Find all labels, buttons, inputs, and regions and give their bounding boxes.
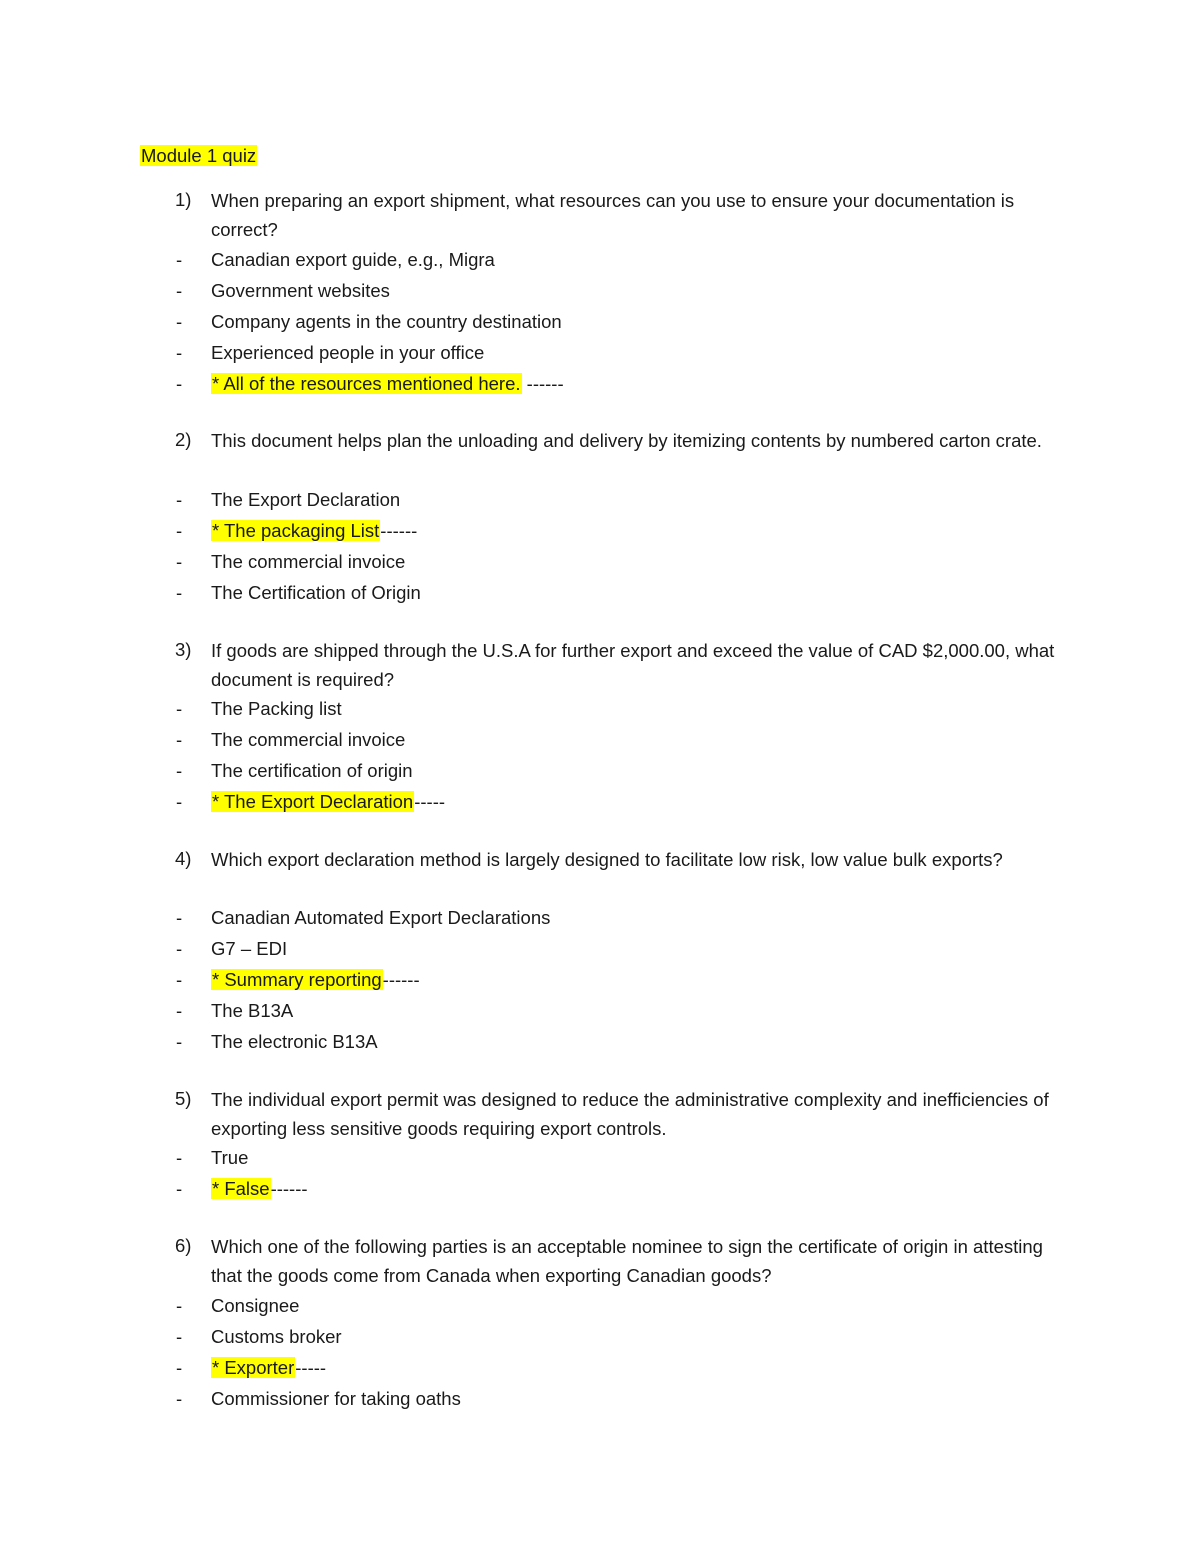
correct-answer-highlight: * False <box>212 1178 270 1199</box>
question-2-option-3: The commercial invoice <box>211 551 406 572</box>
question-3-number: 3) <box>175 639 192 660</box>
correct-answer-highlight: * All of the resources mentioned here. <box>212 373 521 394</box>
bullet-dash: - <box>176 311 183 332</box>
question-6-option-4: Commissioner for taking oaths <box>211 1388 461 1409</box>
question-3-option-1: The Packing list <box>211 698 342 719</box>
question-3-text: If goods are shipped through the U.S.A for further export and exceed the value of CAD $2,000.00, what document is required? <box>211 640 1055 690</box>
title-highlight: Module 1 quiz <box>141 145 257 166</box>
answer-marker: ------ <box>380 520 418 541</box>
bullet-dash: - <box>176 1357 183 1378</box>
question-5-number: 5) <box>175 1088 192 1109</box>
bullet-dash: - <box>176 582 183 603</box>
question-2-number: 2) <box>175 429 192 450</box>
question-1-answer <box>211 370 564 398</box>
question-3-option-2: The commercial invoice <box>211 729 406 750</box>
question-1-option-3: Company agents in the country destination <box>211 311 562 332</box>
question-6-text: Which one of the following parties is an acceptable nominee to sign the certificate of origin in attesting that the goods come from Canada when exporting Canadian goods? <box>211 1236 1043 1286</box>
question-2-option-4: The Certification of Origin <box>211 582 421 603</box>
bullet-dash: - <box>176 249 183 270</box>
bullet-dash: - <box>176 1388 183 1409</box>
question-3-option-3: The certification of origin <box>211 760 413 781</box>
answer-marker: ------ <box>521 373 564 394</box>
bullet-dash: - <box>176 907 183 928</box>
question-4-answer <box>211 966 420 994</box>
bullet-dash: - <box>176 520 183 541</box>
answer-marker: ------ <box>270 1178 308 1199</box>
question-4-option-5: The electronic B13A <box>211 1031 378 1052</box>
correct-answer-highlight: * The Export Declaration <box>212 791 414 812</box>
question-1-option-2: Government websites <box>211 280 390 301</box>
question-1-option-1: Canadian export guide, e.g., Migra <box>211 249 495 270</box>
question-4-text: Which export declaration method is largely designed to facilitate low risk, low value bulk exports? <box>211 849 1003 870</box>
answer-marker: ----- <box>414 791 446 812</box>
bullet-dash: - <box>176 698 183 719</box>
bullet-dash: - <box>176 1147 183 1168</box>
bullet-dash: - <box>176 791 183 812</box>
question-6-answer <box>211 1354 326 1382</box>
bullet-dash: - <box>176 551 183 572</box>
bullet-dash: - <box>176 342 183 363</box>
question-2-option-1: The Export Declaration <box>211 489 401 510</box>
question-6-option-1: Consignee <box>211 1295 300 1316</box>
question-1-option-4: Experienced people in your office <box>211 342 485 363</box>
question-2-text: This document helps plan the unloading and delivery by itemizing contents by numbered carton crate. <box>211 430 1042 451</box>
question-4-option-2: G7 – EDI <box>211 938 288 959</box>
question-6-option-2: Customs broker <box>211 1326 342 1347</box>
correct-answer-highlight: * Summary reporting <box>212 969 382 990</box>
bullet-dash: - <box>176 729 183 750</box>
bullet-dash: - <box>176 760 183 781</box>
bullet-dash: - <box>176 1031 183 1052</box>
answer-marker: ------ <box>382 969 420 990</box>
bullet-dash: - <box>176 1000 183 1021</box>
bullet-dash: - <box>176 1178 183 1199</box>
question-5-option-1: True <box>211 1147 249 1168</box>
question-4-option-1: Canadian Automated Export Declarations <box>211 907 551 928</box>
bullet-dash: - <box>176 969 183 990</box>
bullet-dash: - <box>176 938 183 959</box>
bullet-dash: - <box>176 280 183 301</box>
question-4-number: 4) <box>175 848 192 869</box>
question-5-text: The individual export permit was designed to reduce the administrative complexity and inefficiencies of exporting less sensitive goods requiring export controls. <box>211 1089 1049 1139</box>
question-6-number: 6) <box>175 1235 192 1256</box>
question-5-answer <box>211 1175 308 1203</box>
correct-answer-highlight: * Exporter <box>212 1357 295 1378</box>
bullet-dash: - <box>176 1295 183 1316</box>
question-2-answer <box>211 517 417 545</box>
bullet-dash: - <box>176 373 183 394</box>
correct-answer-highlight: * The packaging List <box>212 520 380 541</box>
question-3-answer <box>211 788 445 816</box>
question-1-text: When preparing an export shipment, what resources can you use to ensure your documentation is correct? <box>211 190 1015 240</box>
page-title <box>140 142 257 170</box>
bullet-dash: - <box>176 489 183 510</box>
bullet-dash: - <box>176 1326 183 1347</box>
question-4-option-4: The B13A <box>211 1000 294 1021</box>
question-1-number: 1) <box>175 189 192 210</box>
answer-marker: ----- <box>295 1357 327 1378</box>
